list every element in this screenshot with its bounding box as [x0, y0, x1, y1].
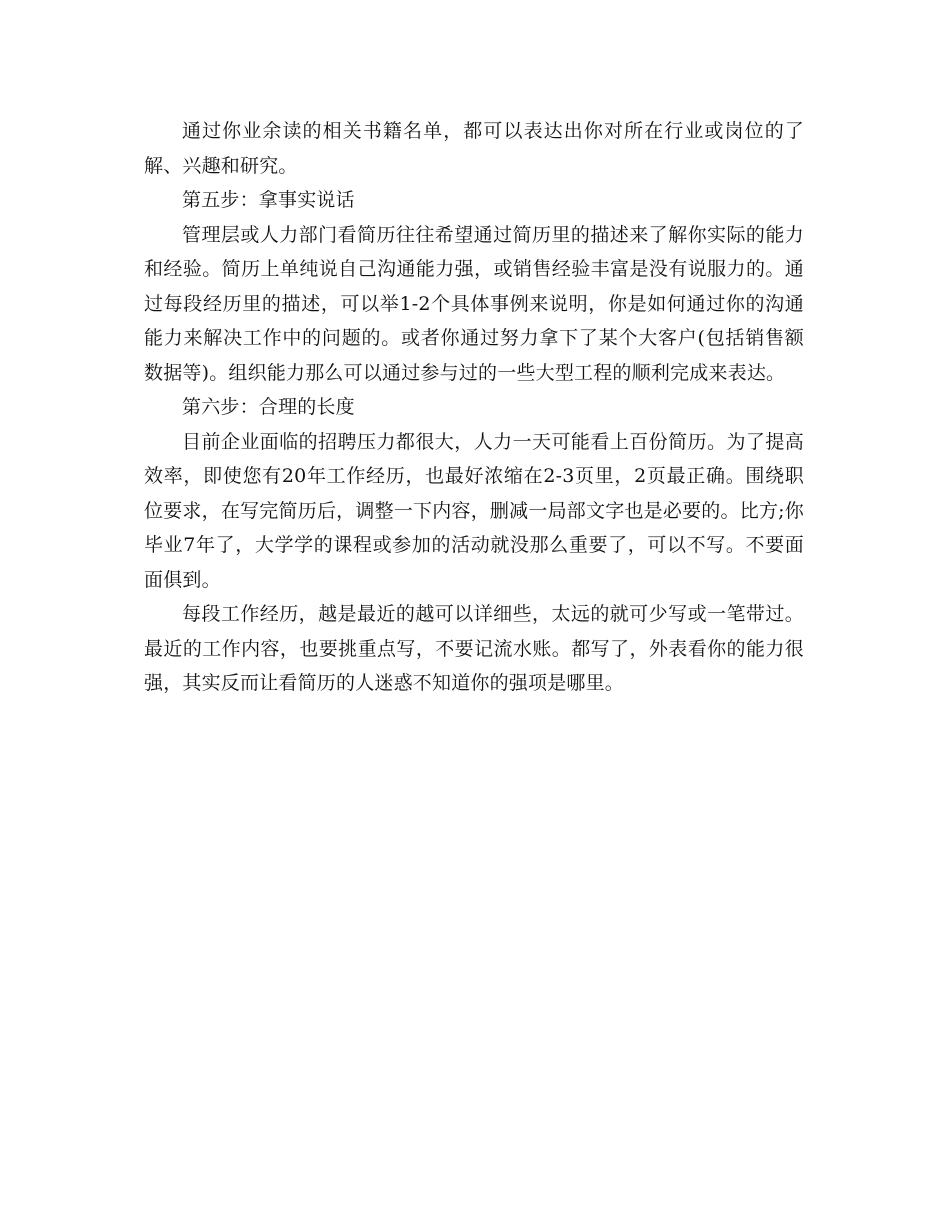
paragraph-recent-experience: 每段工作经历，越是最近的越可以详细些，太远的就可少写或一笔带过。最近的工作内容，也要挑重点写，不要记流水账。都写了，外表看你的能力很强，其实反而让看简历的人迷惑不知道你的强项是哪里。: [144, 603, 804, 694]
paragraph-facts: 管理层或人力部门看简历往往希望通过简历里的描述来了解你实际的能力和经验。简历上单纯说自己沟通能力强，或销售经验丰富是没有说服力的。通过每段经历里的描述，可以举1-2个具体事例来说明，你是如何通过你的沟通能力来解决工作中的问题的。或者你通过努力拿下了某个大客户(包括销售额数据等)。组织能力那么可以通过参与过的一些大型工程的顺利完成来表达。: [144, 223, 804, 384]
heading-step-six: 第六步：合理的长度: [182, 396, 355, 418]
document-body: [144, 114, 804, 701]
heading-step-five: 第五步：拿事实说话: [182, 189, 355, 211]
paragraph-length: 目前企业面临的招聘压力都很大，人力一天可能看上百份简历。为了提高效率，即使您有20年工作经历，也最好浓缩在2-3页里，2页最正确。围绕职位要求，在写完简历后，调整一下内容，删减一局部文字也是必要的。比方;你毕业7年了，大学学的课程或参加的活动就没那么重要了，可以不写。不要面面俱到。: [144, 430, 804, 591]
paragraph-reading-list: 通过你业余读的相关书籍名单，都可以表达出你对所在行业或岗位的了解、兴趣和研究。: [144, 120, 804, 177]
